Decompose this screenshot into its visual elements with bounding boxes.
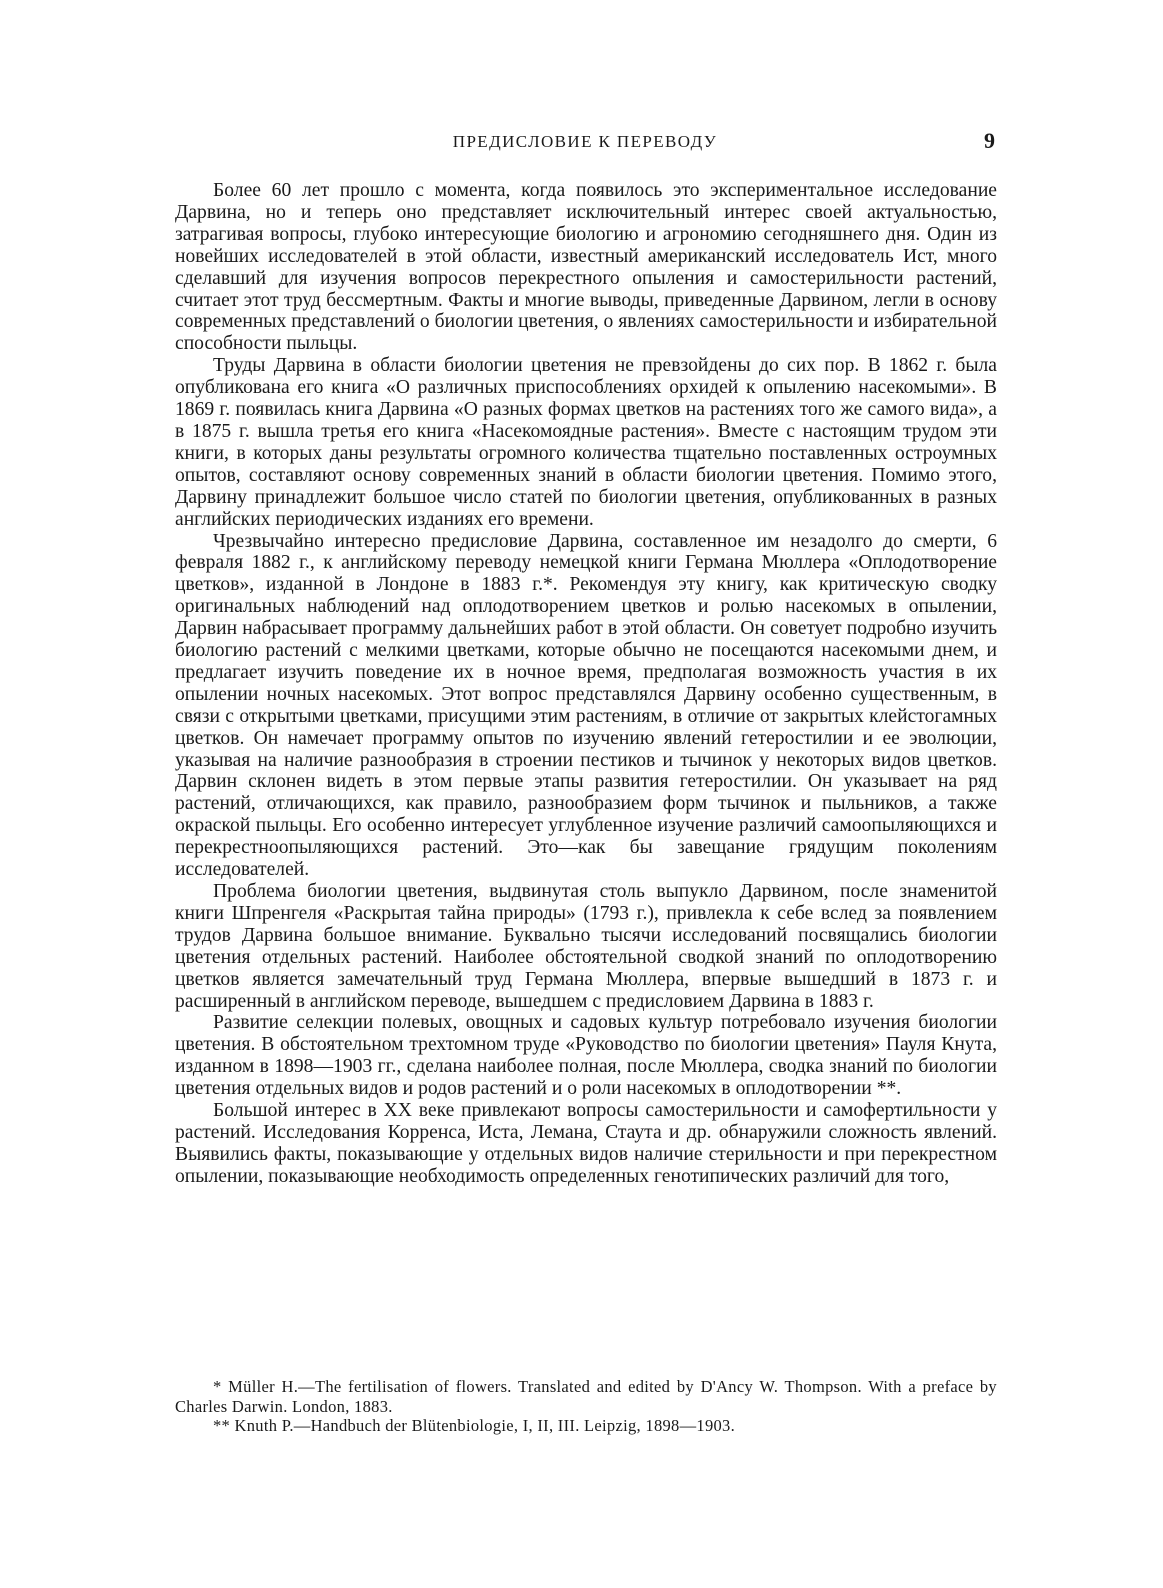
footnote: ** Knuth P.—Handbuch der Blütenbiologie, I, II, III. Leipzig, 1898—1903. (213, 1416, 736, 1435)
paragraph: Чрезвычайно интересно предисловие Дарвина, составленное им незадолго до смерти, 6 февраля 1882 г., к английскому переводу немецкой книги Германа Мюллера «Оплодотворение цветков», изданной в Лондоне в 1883 г.*. Рекомендуя эту книгу, как критическую сводку оригинальных наблюдений над оплодотворением цветков и ролью насекомых в опылении, Дарвин набрасывает программу дальнейших работ в этой области. Он советует подробно изучить биологию растений с мелкими цветками, которые обычно не посещаются насекомыми днем, и предлагает изучить поведение их в ночное время, предполагая возможность участия в их опылении ночных насекомых. Этот вопрос представлялся Дарвину особенно существенным, в связи с открытыми цветками, присущими этим растениям, в отличие от закрытых клейстогамных цветков. Он намечает программу опытов по изучению явлений гетеростилии и ее эволюции, указывая на наличие разнообразия в строении пестиков и тычинок у некоторых видов цветков. Дарвин склонен видеть в этом первые этапы развития гетеростилии. Он указывает на ряд растений, отличающихся, как правило, разнообразием форм тычинок и пыльников, а также окраской пыльцы. Его особенно интересует углубленное изучение различий самоопыляющихся и перекрестноопыляющихся растений. Это—как бы завещание грядущим поколениям исследователей. (175, 530, 997, 881)
running-title: ПРЕДИСЛОВИЕ К ПЕРЕВОДУ (452, 132, 718, 151)
paragraph: Большой интерес в XX веке привлекают вопросы самостерильности и самофертильности у растений. Исследования Корренса, Иста, Лемана, Стаута и др. обнаружили сложность явлений. Выявились факты, показывающие у отдельных видов наличие стерильности и при перекрестном опылении, показывающие необходимость определенных генотипических различий для того, (175, 1100, 997, 1187)
body-text (175, 180, 997, 1188)
paragraph: Более 60 лет прошло с момента, когда появилось это экспериментальное исследование Дарвина, но и теперь оно представляет исключительный интерес своей актуальностью, затрагивая вопросы, глубоко интересующие биологию и агрономию сегодняшнего дня. Один из новейших исследователей в этой области, известный американский исследователь Ист, много сделавший для изучения вопросов перекрестного опыления и самостерильности растений, считает этот труд бессмертным. Факты и многие выводы, приведенные Дарвином, легли в основу современных представлений о биологии цветения, о явлениях самостерильности и избирательной способности пыльцы. (175, 180, 997, 355)
page-header (175, 128, 995, 162)
footnote: * Müller H.—The fertilisation of flowers. Translated and edited by D'Ancy W. Thompson. With a preface by Charles Darwin. London, 1883. (175, 1377, 997, 1416)
paragraph: Развитие селекции полевых, овощных и садовых культур потребовало изучения биологии цветения. В обстоятельном трехтомном труде «Руководство по биологии цветения» Пауля Кнута, изданном в 1898—1903 гг., сделана наиболее полная, после Мюллера, сводка знаний по биологии цветения отдельных видов и родов растений и о роли насекомых в оплодотворении **. (175, 1012, 997, 1100)
paragraph: Труды Дарвина в области биологии цветения не превзойдены до сих пор. В 1862 г. была опубликована его книга «О различных приспособлениях орхидей к опылению насекомыми». В 1869 г. появилась книга Дарвина «О разных формах цветков на растениях того же самого вида», а в 1875 г. вышла третья его книга «Насекомоядные растения». Вместе с настоящим трудом эти книги, в которых даны результаты огромного количества тщательно поставленных остроумных опытов, составляют основу современных знаний в области биологии цветения. Помимо этого, Дарвину принадлежит большое число статей по биологии цветения, опубликованных в разных английских периодических изданиях его времени. (175, 355, 997, 530)
paragraph: Проблема биологии цветения, выдвинутая столь выпукло Дарвином, после знаменитой книги Шпренгеля «Раскрытая тайна природы» (1793 г.), привлекла к себе вслед за появлением трудов Дарвина большое внимание. Буквально тысячи исследований посвящались биологии цветения отдельных растений. Наиболее обстоятельной сводкой знаний по оплодотворению цветков является замечательный труд Германа Мюллера, впервые вышедший в 1873 г. и расширенный в английском переводе, вышедшем с предисловием Дарвина в 1883 г. (175, 881, 997, 1012)
page-number: 9 (984, 128, 995, 153)
footnotes (175, 1377, 997, 1436)
